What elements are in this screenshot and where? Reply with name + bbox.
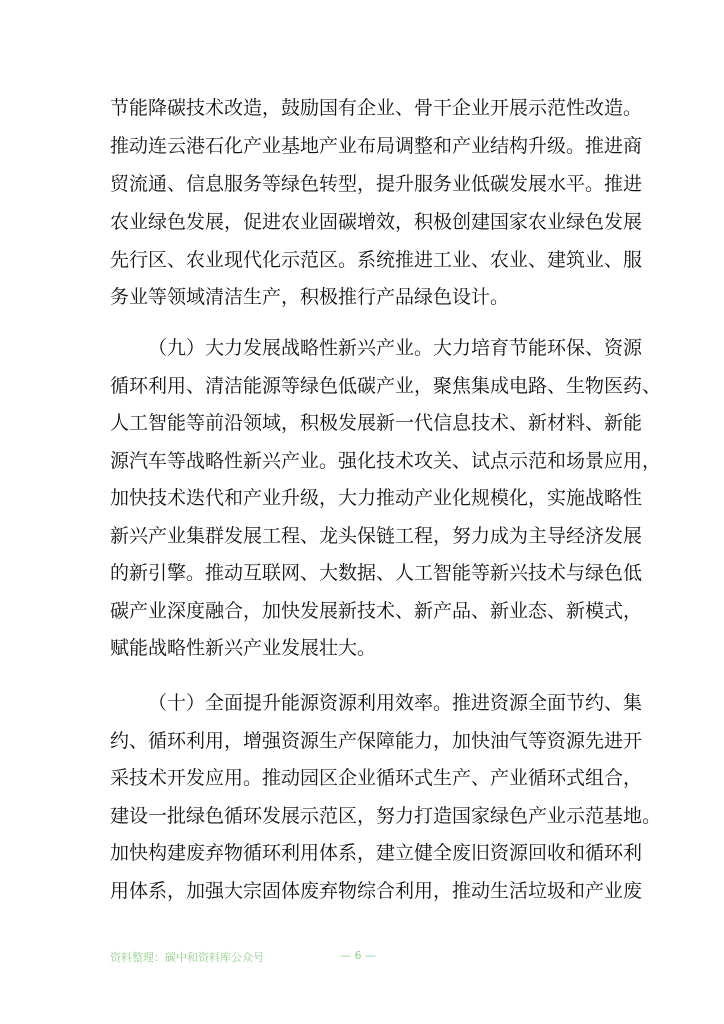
text-line: 用体系，加强大宗固体废弃物综合利用，推动生活垃圾和产业废 xyxy=(110,880,643,902)
text-line: 的新引擎。推动互联网、大数据、人工智能等新兴技术与绿色低 xyxy=(110,562,643,584)
text-line: 采技术开发应用。推动园区企业循环式生产、产业循环式组合， xyxy=(110,767,643,789)
text-line: 节能降碳技术改造，鼓励国有企业、骨干企业开展示范性改造。 xyxy=(110,97,643,119)
text-line: 碳产业深度融合，加快发展新技术、新产品、新业态、新模式， xyxy=(110,600,643,622)
text-line: 务业等领域清洁生产，积极推行产品绿色设计。 xyxy=(110,286,510,308)
text-line: 源汽车等战略性新兴产业。强化技术攻关、试点示范和场景应用， xyxy=(110,450,662,472)
text-line: 建设一批绿色循环发展示范区，努力打造国家绿色产业示范基地。 xyxy=(110,805,662,827)
text-line: 加快构建废弃物循环利用体系，建立健全废旧资源回收和循环利 xyxy=(110,842,643,864)
text-line: 循环利用、清洁能源等绿色低碳产业，聚焦集成电路、生物医药、 xyxy=(110,375,662,397)
footer-source: 资料整理：碳中和资料库公众号 xyxy=(110,951,264,964)
text-line: 约、循环利用，增强资源生产保障能力，加快油气等资源先进开 xyxy=(110,730,643,752)
text-line: （九）大力发展战略性新兴产业。大力培育节能环保、资源 xyxy=(148,337,643,359)
text-line: 赋能战略性新兴产业发展壮大。 xyxy=(110,637,377,659)
page-number: — 6 — xyxy=(340,949,376,962)
text-line: 推动连云港石化产业基地产业布局调整和产业结构升级。推进商 xyxy=(110,135,643,157)
text-line: 加快技术迭代和产业升级，大力推动产业化规模化，实施战略性 xyxy=(110,487,643,509)
text-line: 农业绿色发展，促进农业固碳增效，积极创建国家农业绿色发展 xyxy=(110,211,643,233)
text-line: 新兴产业集群发展工程、龙头保链工程，努力成为主导经济发展 xyxy=(110,525,643,547)
text-line: 先行区、农业现代化示范区。系统推进工业、农业、建筑业、服 xyxy=(110,249,643,271)
text-line: 人工智能等前沿领域，积极发展新一代信息技术、新材料、新能 xyxy=(110,412,643,434)
text-line: （十）全面提升能源资源利用效率。推进资源全面节约、集 xyxy=(148,692,643,714)
text-line: 贸流通、信息服务等绿色转型，提升服务业低碳发展水平。推进 xyxy=(110,173,643,195)
